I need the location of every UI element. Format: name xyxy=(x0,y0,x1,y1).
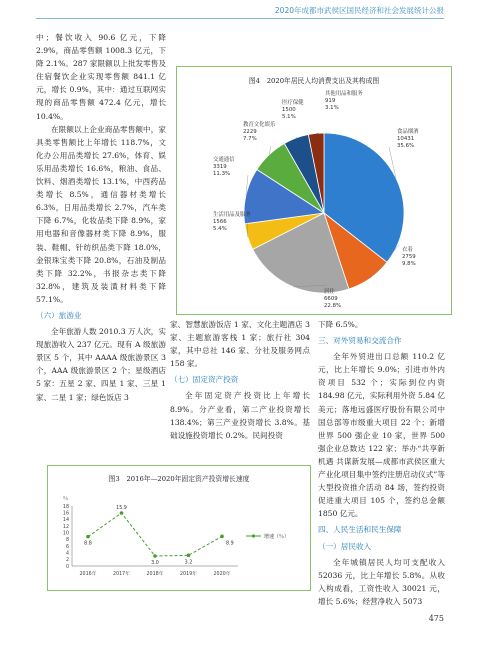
paragraph: 在限额以上企业商品零售额中，家具类零售额比上年增长 118.7%，文化办公用品类增长 27.6%，体育、娱乐用品类增长 16.6%，粮油、食品、饮料、烟酒类增长 13.1%，中西药品类增长 8.5%，通信器材类增长 6.3%，日用品类增长 2.7%，汽车类下降 6.7%，化妆品类下降 8.9%，家用电器和音像器材类下降 8.9%，服装、鞋帽、针纺织品类下降 18.0%，金银珠宝类下降 20.8%，石油及制品类下降 32.2%，书报杂志类下降 32.8%，建筑及装潢材料类下降 57.1%。 xyxy=(36,124,166,304)
data-point xyxy=(120,511,124,515)
pie-slice-label xyxy=(397,129,419,151)
pie-label-percent: 5.1% xyxy=(282,114,296,121)
pie-slice-label xyxy=(213,212,251,234)
pie-label-name: 食品烟酒 xyxy=(397,129,419,135)
paragraph: 全年外贸进出口总额 110.2 亿元，比上年增长 9.0%；引进市外内资项目 532 个；实际到位内资 184.98 亿元，实际利用外资 5.84 亿美元；落地远盛医疗股份有限公司中国总部等市级重大项目 22 个；新增世界 500 强企业 10 家，世界 500 强企业总数达 122 家；举办“共享新机遇 共谋新发展—成都市武侯区重大产业化项目集中签约注册启动仪式”等大型投资推介活动 84 场，签约投资促进重大项目 105 个，签约总金额 1850 亿元。 xyxy=(318,352,445,519)
pie-label-percent: 35.6% xyxy=(397,143,415,150)
paragraph: 全年城镇居民人均可支配收入 52036 元，比上年增长 5.8%。从收入构成看，工资性收入 30021 元，增长 5.6%；经营净收入 5073 xyxy=(318,557,445,606)
y-tick-label: 18 xyxy=(62,504,69,510)
paragraph: 全年旅游人数 2010.3 万人次，实现旅游收入 237 亿元。现有 A 级旅游景区 5 个，其中 AAAA 级旅游景区 3 个，AAA 级旅游景区 2 个；星级酒店 5 家：五星 2 家、四星 1 家、三星 1 家、二星 1 家；绿色饭店 3 xyxy=(36,327,166,402)
section-heading-tourism: （六）旅游业 xyxy=(36,310,82,320)
pie-label-value: 6609 xyxy=(324,296,338,303)
pie-label-name: 教育文化娱乐 xyxy=(243,122,276,128)
legend-label: 增速（％） xyxy=(264,534,290,540)
section-heading-income: （一）居民收入 xyxy=(318,541,372,551)
data-label: 15.9 xyxy=(116,506,127,511)
pie-label-percent: 22.8% xyxy=(324,303,342,310)
data-label: 8.9 xyxy=(226,541,234,547)
pie-slice-label xyxy=(324,289,341,311)
pie-label-value: 10431 xyxy=(397,136,415,143)
y-tick-label: 0 xyxy=(65,564,69,570)
series-line xyxy=(88,513,222,556)
left-column xyxy=(36,31,166,404)
header-rule xyxy=(36,18,444,19)
y-tick-label: 8 xyxy=(65,538,69,544)
y-tick-label: 10 xyxy=(62,531,69,537)
data-point xyxy=(187,554,191,558)
pie-label-percent: 9.8% xyxy=(402,261,416,268)
pie-label-percent: 5.4% xyxy=(213,226,227,233)
pie-label-value: 3319 xyxy=(213,164,227,171)
pie-label-name: 医疗保健 xyxy=(282,100,304,106)
x-tick-label: 2019年 xyxy=(179,572,198,577)
paragraph: 全年固定资产投资比上年增长 8.9%。分产业看，第二产业投资增长 138.4%；第三产业投资增长 3.8%。基础设施投资增长 0.2%。民间投资 xyxy=(170,391,310,440)
x-tick-label: 2018年 xyxy=(146,572,164,577)
paragraph: 家、智慧旅游饭店 1 家、文化主题酒店 3 家、主题旅游客栈 1 家；旅行社 304 家，其中总社 146 家、分社及服务网点 158 家。 xyxy=(170,320,310,369)
y-tick-label: 4 xyxy=(65,551,69,557)
figure-3-title: 图3 2016年—2020年固定资产投资增长速度 xyxy=(108,475,250,483)
y-tick-label: 2 xyxy=(65,558,69,564)
figure-4-pie-chart xyxy=(176,66,452,315)
pie-label-name: 交通通信 xyxy=(213,157,235,163)
pie-slice-label xyxy=(243,122,275,144)
x-tick-label: 2020年 xyxy=(213,572,231,577)
section-heading-livelihood: 四、人民生活和民生保障 xyxy=(318,525,402,535)
figure-3-line-chart xyxy=(47,465,311,591)
section-heading-trade: 三、对外贸易和交流合作 xyxy=(318,336,402,346)
y-tick-label: 16 xyxy=(62,511,69,517)
y-tick-label: 12 xyxy=(62,524,69,530)
data-label: 3.2 xyxy=(184,560,193,566)
legend-marker xyxy=(252,534,255,537)
y-axis-label: ％ xyxy=(63,496,69,502)
pie-label-value: 2229 xyxy=(243,129,257,136)
data-label: 8.8 xyxy=(84,541,92,547)
pie-label-name: 衣着 xyxy=(402,247,413,253)
header-title: 2020年成都市武侯区国民经济和社会发展统计公报 xyxy=(274,6,444,15)
pie-slice-label xyxy=(282,100,304,122)
section-heading-investment: （七）固定资产投资 xyxy=(170,375,239,385)
pie-label-value: 1566 xyxy=(213,219,227,226)
pie-label-name: 生活用品及服务 xyxy=(213,212,251,218)
pie-label-value: 2759 xyxy=(402,254,416,261)
figure-4-title: 图4 2020年居民人均消费支出及其构成图 xyxy=(248,77,380,85)
data-label: 3.0 xyxy=(151,561,159,566)
x-tick-label: 2016年 xyxy=(79,572,97,577)
middle-column xyxy=(170,318,310,442)
y-tick-label: 6 xyxy=(65,544,69,550)
x-tick-label: 2017年 xyxy=(112,572,131,577)
pie-slice-label xyxy=(213,157,235,179)
pie-label-value: 1500 xyxy=(282,107,296,114)
pie-label-name: 其他用品和服务 xyxy=(325,91,363,97)
data-point xyxy=(220,535,224,539)
pie-label-name: 居住 xyxy=(324,289,335,295)
pie-label-value: 919 xyxy=(325,98,336,105)
paragraph: 下降 6.5%。 xyxy=(318,320,363,329)
data-point xyxy=(153,554,157,558)
y-tick-label: 14 xyxy=(62,518,69,524)
pie-slice-label xyxy=(402,247,416,269)
line-chart-canvas xyxy=(48,466,310,590)
paragraph: 中；餐饮收入 90.6 亿元，下降 2.9%，商品零售额 1008.3 亿元，下降 2.1%。287 家限额以上批发零售及住宿餐饮企业实现零售额 841.1 亿元，增长 0.9%，其中：通过互联网实现的商品零售额 472.4 亿元，增长 10.4%。 xyxy=(36,33,166,121)
pie-slice-label xyxy=(325,91,363,113)
right-column xyxy=(318,318,445,608)
pie-chart-canvas xyxy=(177,67,451,314)
pie-label-percent: 11.3% xyxy=(213,171,231,178)
data-point xyxy=(86,535,90,539)
page-number: 475 xyxy=(428,614,444,623)
pie-label-percent: 3.1% xyxy=(325,105,339,112)
pie-label-percent: 7.7% xyxy=(243,136,257,143)
